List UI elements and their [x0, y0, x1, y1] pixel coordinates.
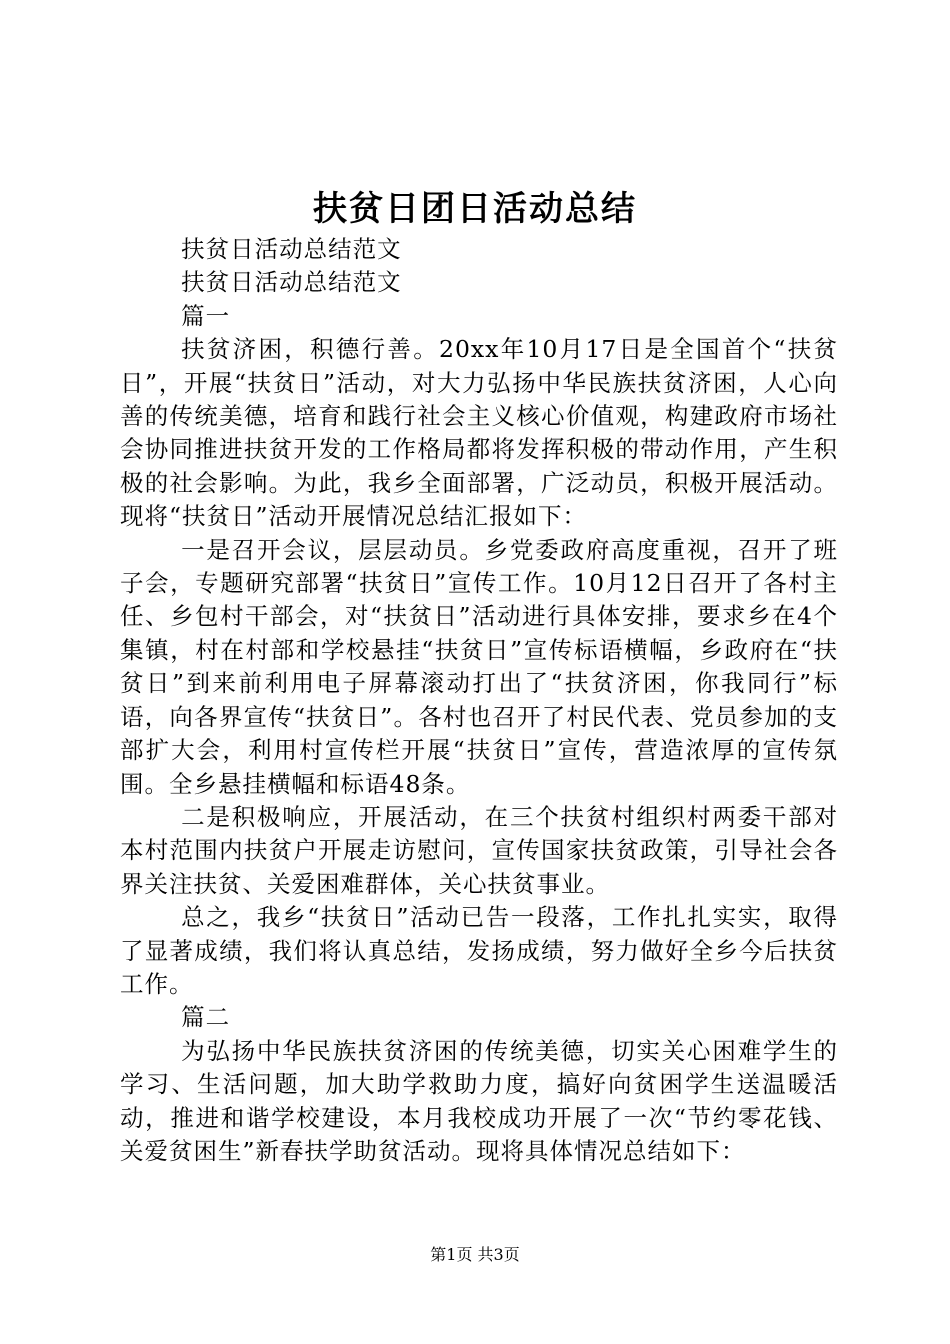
- paragraph-intro: 扶贫济困，积德行善。20xx年10月17日是全国首个“扶贫日”，开展“扶贫日”活动，对大力弘扬中华民族扶贫济困，人心向善的传统美德，培育和践行社会主义核心价值观，构建政府市场社会协同推进扶贫开发的工作格局都将发挥积极的带动作用，产生积极的社会影响。为此，我乡全面部署，广泛动员，积极开展活动。现将“扶贫日”活动开展情况总结汇报如下：: [120, 335, 838, 531]
- paragraph-subtitle-1: 扶贫日活动总结范文: [181, 235, 402, 263]
- paragraph-point-1: 一是召开会议，层层动员。乡党委政府高度重视，召开了班子会，专题研究部署“扶贫日”宣传工作。10月12日召开了各村主任、乡包村干部会，对“扶贫日”活动进行具体安排，要求乡在4个集镇，村在村部和学校悬挂“扶贫日”宣传标语横幅，乡政府在“扶贫日”到来前利用电子屏幕滚动打出了“扶贫济困，你我同行”标语，向各界宣传“扶贫日”。各村也召开了村民代表、党员参加的支部扩大会，利用村宣传栏开展“扶贫日”宣传，营造浓厚的宣传氛围。全乡悬挂横幅和标语48条。: [120, 535, 838, 798]
- paragraph-point-2: 二是积极响应，开展活动，在三个扶贫村组织村两委干部对本村范围内扶贫户开展走访慰问，宣传国家扶贫政策，引导社会各界关注扶贫、关爱困难群体，关心扶贫事业。: [120, 802, 838, 898]
- document-body: [120, 233, 838, 1168]
- section-heading-1: 篇一: [181, 301, 231, 330]
- section-heading-2: 篇二: [181, 1003, 231, 1032]
- page-footer: 第1页 共3页: [430, 1245, 520, 1264]
- paragraph-summary: 总之，我乡“扶贫日”活动已告一段落，工作扎扎实实，取得了显著成绩，我们将认真总结，发扬成绩，努力做好全乡今后扶贫工作。: [120, 903, 838, 998]
- paragraph-subtitle-2: 扶贫日活动总结范文: [181, 268, 402, 297]
- paragraph-section-2: 为弘扬中华民族扶贫济困的传统美德，切实关心困难学生的学习、生活问题，加大助学救助力度，搞好向贫困学生送温暖活动，推进和谐学校建设，本月我校成功开展了一次“节约零花钱、关爱贫困生”新春扶学助贫活动。现将具体情况总结如下：: [120, 1036, 838, 1165]
- document-title: 扶贫日团日活动总结: [313, 189, 637, 229]
